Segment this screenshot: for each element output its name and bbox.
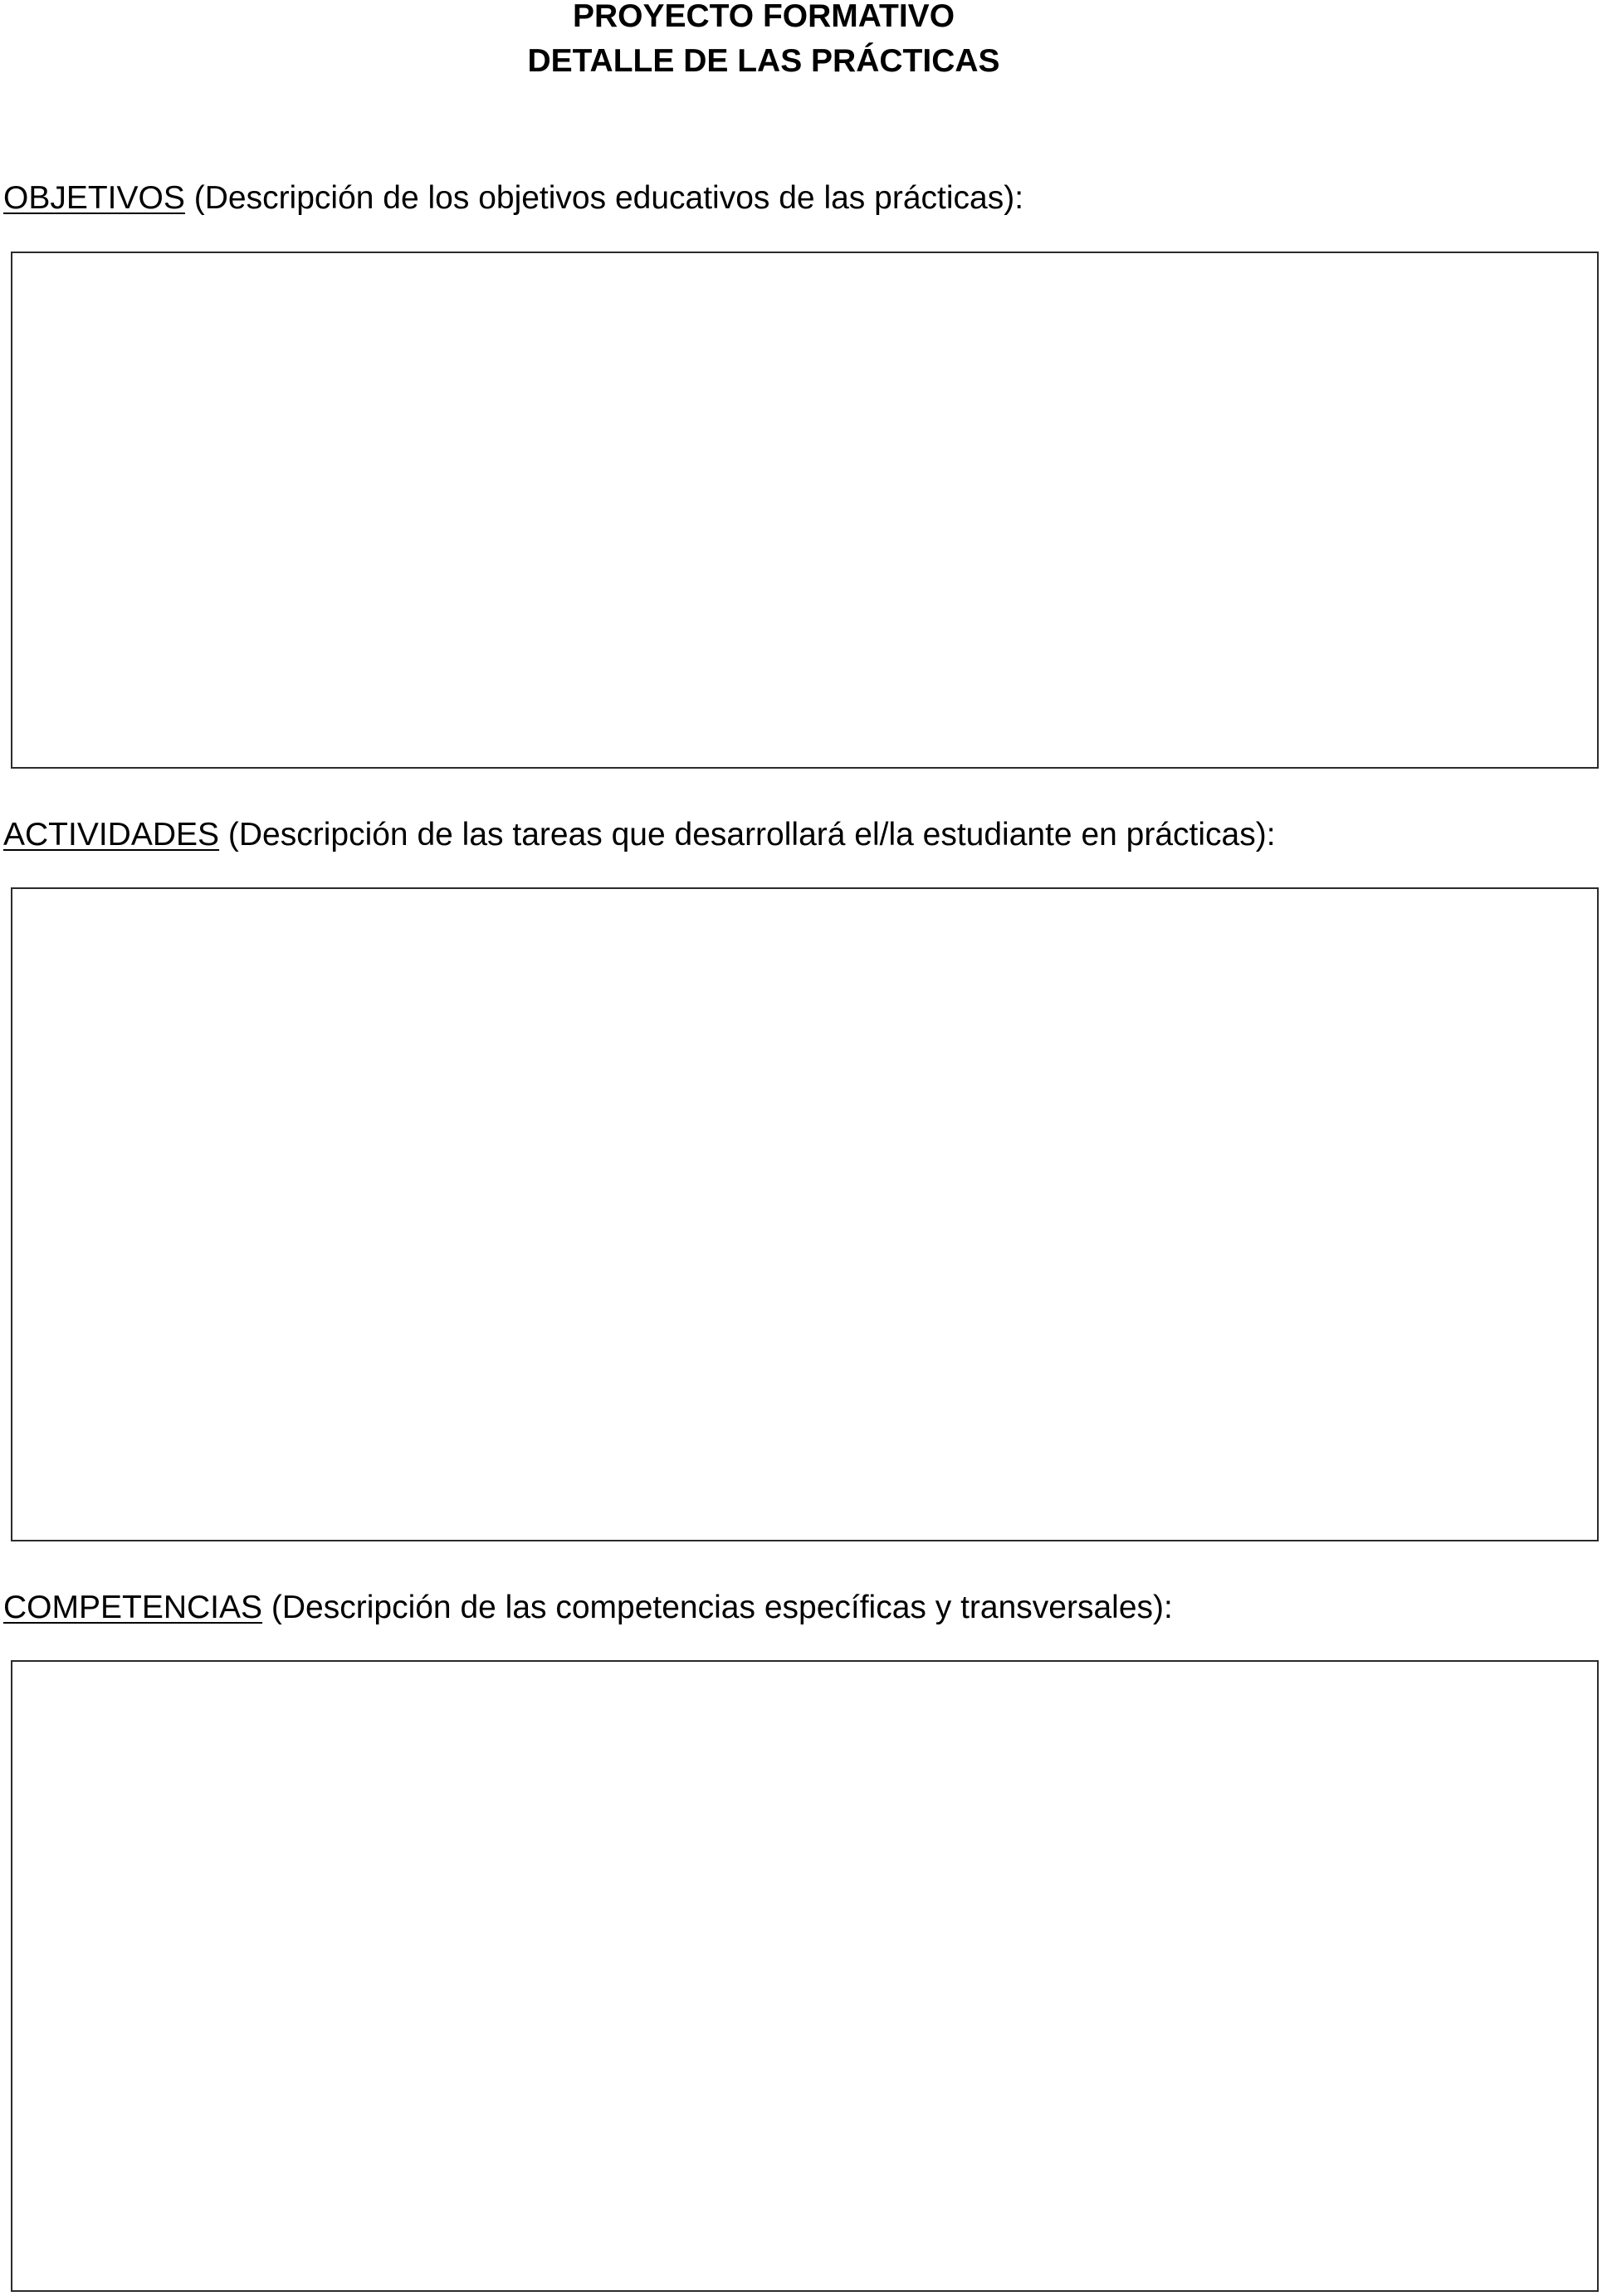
- competencias-description: (Descripción de las competencias específicas y transversales):: [262, 1590, 1173, 1625]
- competencias-label: [3, 1589, 1173, 1627]
- actividades-description: (Descripción de las tareas que desarrollará el/la estudiante en prácticas):: [219, 817, 1276, 852]
- objetivos-description: (Descripción de los objetivos educativos de las prácticas):: [184, 180, 1024, 216]
- objetivos-heading: OBJETIVOS: [3, 180, 185, 216]
- competencias-field[interactable]: [11, 1660, 1599, 2292]
- competencias-heading: COMPETENCIAS: [3, 1590, 263, 1625]
- actividades-label: [3, 816, 1276, 854]
- objetivos-field[interactable]: [11, 252, 1599, 769]
- actividades-heading: ACTIVIDADES: [3, 817, 220, 852]
- actividades-field[interactable]: [11, 887, 1599, 1541]
- objetivos-label: [3, 179, 1023, 217]
- document-subtitle: DETALLE DE LAS PRÁCTICAS: [527, 43, 1000, 79]
- document-title: PROYECTO FORMATIVO: [572, 0, 955, 34]
